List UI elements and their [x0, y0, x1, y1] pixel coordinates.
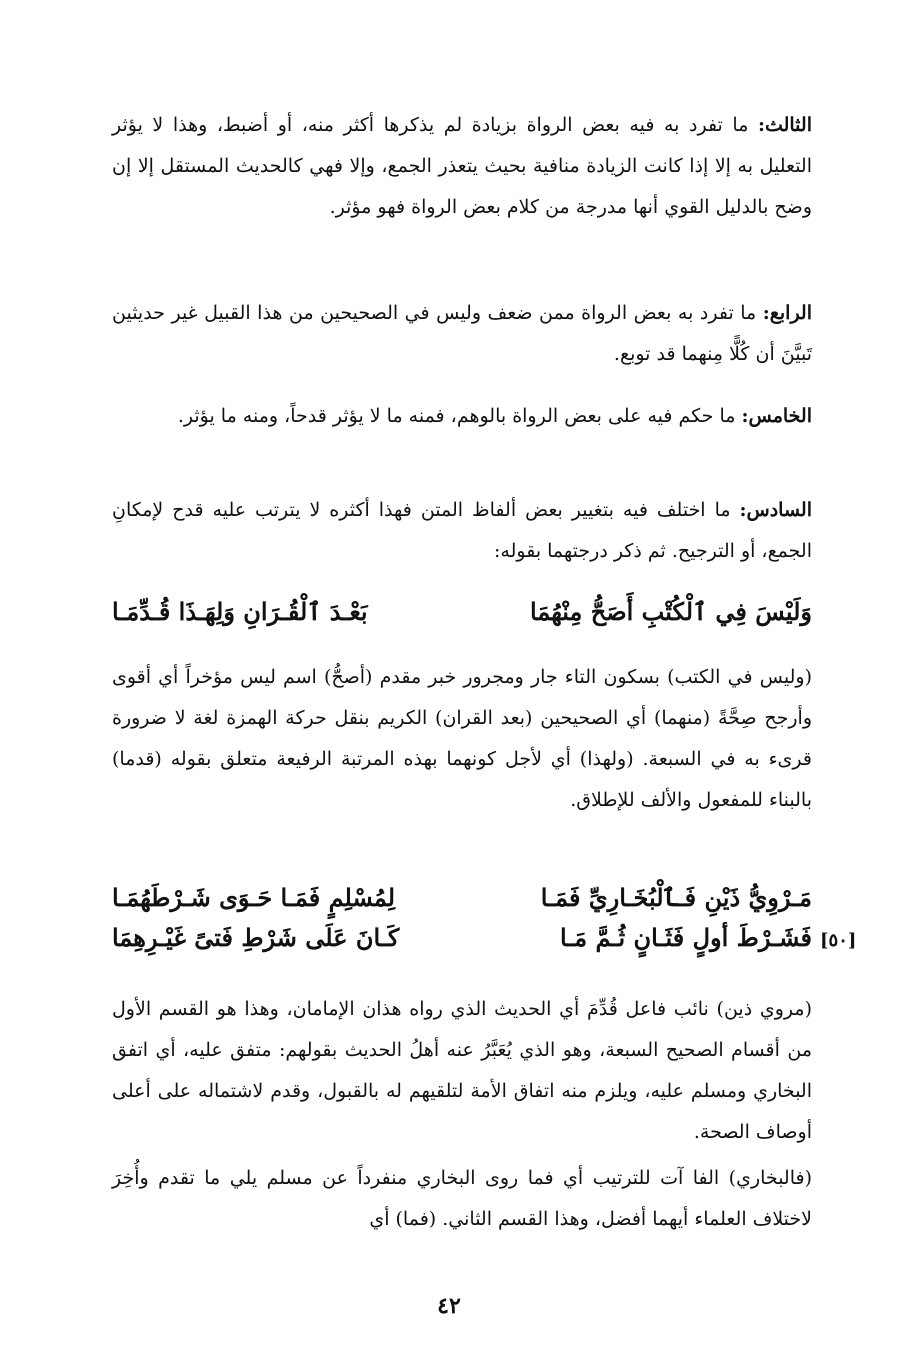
verse-second-hemistich: كَـانَ عَلَى شَرْطِ فَتىً غَيْـرِهِمَا [112, 923, 400, 952]
verse-line [112, 592, 812, 632]
paragraph-sixth [112, 490, 812, 572]
paragraph-lead: الرابع: [762, 302, 812, 324]
paragraph-lead: السادس: [739, 499, 812, 521]
paragraph-text: (وليس في الكتب) بسكون التاء جار ومجرور خبر مقدم (أصحُّ) اسم ليس مؤخراً أي أقوى وأرجح صِحَّةً (منهما) أي الصحيحين (بعد القران) الكريم بنقل حركة الهمزة لغة لا ضرورة قرىء به في السبعة. (ولهذا) أي لأجل كونهما بهذه المرتبة الرفيعة متعلق بقوله (قدما) بالبناء للمفعول والألف للإطلاق. [112, 666, 812, 811]
verse-second-hemistich: بَعْـدَ ٱلْقُـرَانِ وَلِهَـذَا قُـدِّمَـا [112, 597, 368, 626]
paragraph-lead: الخامس: [741, 405, 812, 427]
verse-first-hemistich: وَلَيْسَ فِي ٱلْكُتْبِ أَصَحُّ مِنْهُمَا [530, 597, 812, 626]
verse-row [112, 878, 812, 918]
paragraph-text: (مروي ذين) نائب فاعل قُدِّمَ أي الحديث الذي رواه هذان الإمامان، وهذا هو القسم الأول من أقسام الصحيح السبعة، وهو الذي يُعَبَّرُ عنه أهلُ الحديث بقولهم: متفق عليه، أي اتفق البخاري ومسلم عليه، ويلزم منه اتفاق الأمة لتلقيهم له بالقبول، وقدم لاشتماله على أعلى أوصاف الصحة. [112, 998, 812, 1143]
verse-second-hemistich: لِمُسْلِمٍ فَمَـا حَـوَى شَـرْطَهُمَـا [112, 883, 396, 912]
verse-first-hemistich: فَشَـرْطَ أولٍ فَثَـانٍ ثُـمَّ مَـا [559, 923, 812, 952]
paragraph-fourth [112, 293, 812, 375]
paragraph-text: ما حكم فيه على بعض الرواة بالوهم، فمنه ما لا يؤثر قدحاً، ومنه ما يؤثر. [177, 405, 742, 427]
verse-first-hemistich: مَـرْوِيُّ ذَيْنِ فَـٱلْبُخَـارِيِّ فَمَـا [540, 883, 812, 912]
paragraph-text: (فالبخاري) الفا آت للترتيب أي فما روى البخاري منفرداً عن مسلم يلي ما تقدم وأُخِرَ لاختلاف العلماء أيهما أفضل، وهذا القسم الثاني. (فما) أي [112, 1167, 812, 1230]
paragraph-fifth [112, 396, 812, 437]
paragraph-lead: الثالث: [757, 114, 812, 136]
verse-couplet [112, 878, 812, 958]
commentary-paragraph [112, 657, 812, 821]
page-number: ٤٢ [437, 1293, 461, 1319]
paragraph-third [112, 105, 812, 228]
verse-row [112, 918, 812, 958]
paragraph-text: ما تفرد به بعض الرواة ممن ضعف وليس في الصحيحين من هذا القبيل غير حديثين تَبيَّنَ أن كُلًّا مِنهما قد توبع. [112, 302, 812, 365]
verse-row [112, 592, 812, 632]
verse-number: [٥٠] [820, 930, 857, 951]
paragraph-text: ما تفرد به فيه بعض الرواة بزيادة لم يذكرها أكثر منه، أو أضبط، وهذا لا يؤثر التعليل به إلا إذا كانت الزيادة منافية بحيث يتعذر الجمع، وإلا فهي كالحديث المستقل إلا إن وضح بالدليل القوي أنها مدرجة من كلام بعض الرواة فهو مؤثر. [112, 114, 812, 218]
paragraph-text: ما اختلف فيه بتغيير بعض ألفاظ المتن فهذا أكثره لا يترتب عليه قدح لإمكانِ الجمع، أو الترجيح. ثم ذكر درجتهما بقوله: [112, 499, 812, 562]
commentary-paragraph [112, 1158, 812, 1240]
commentary-paragraph [112, 989, 812, 1153]
